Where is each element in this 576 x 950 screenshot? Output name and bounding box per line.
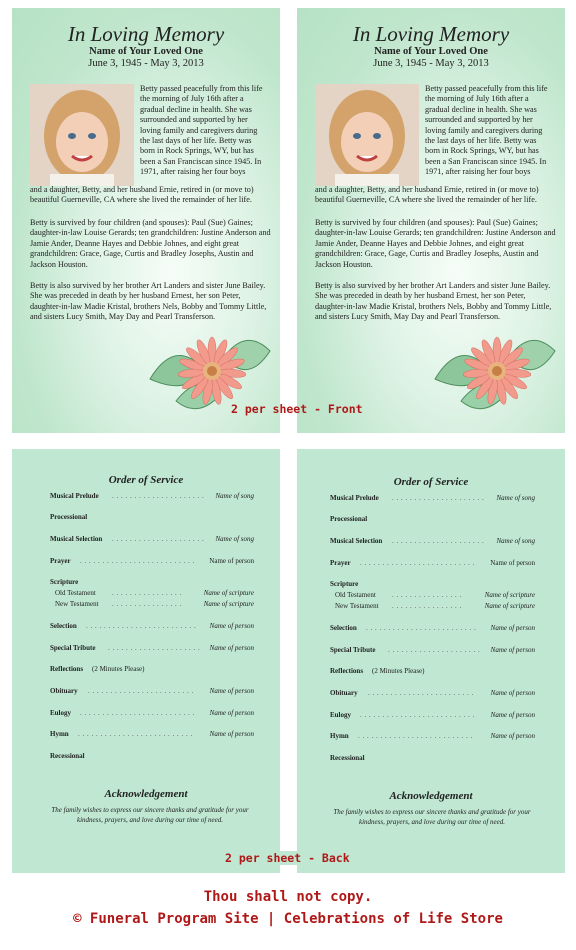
service-row: [50, 600, 254, 612]
service-row: [330, 689, 535, 701]
service-label: Musical Selection: [50, 535, 103, 543]
service-value: Name of person: [490, 732, 535, 740]
service-label: Processional: [330, 515, 368, 523]
service-row: [50, 492, 254, 504]
dot-leader: . . . . . . . . . . . . . . . . . . . . . . . .: [88, 687, 194, 695]
service-label: Eulogy: [50, 709, 72, 717]
service-row: [50, 644, 254, 656]
service-value: Name of person: [209, 622, 254, 630]
service-label: Musical Prelude: [330, 494, 379, 502]
child-photo: [315, 84, 419, 186]
service-label: Scripture: [330, 580, 359, 588]
dot-leader: . . . . . . . . . . . . . . . . . . . . . . . . . .: [360, 559, 475, 567]
dot-leader: . . . . . . . . . . . . . . . .: [392, 591, 462, 599]
service-row: [50, 752, 254, 764]
acknowledgement-title: Acknowledgement: [389, 790, 473, 802]
panel-title: In Loving Memory: [352, 22, 510, 46]
service-label: Obituary: [330, 689, 358, 697]
service-row: [330, 754, 535, 766]
acknowledgement-text: The family wishes to express our sincere thanks and gratitude for your kindness, prayers, and love during our time of need.: [51, 806, 249, 824]
service-row: [330, 559, 535, 571]
service-note: (2 Minutes Please): [92, 665, 145, 673]
service-value: Name of song: [215, 492, 254, 500]
service-label: Prayer: [50, 557, 71, 565]
service-label: Recessional: [50, 752, 85, 760]
dot-leader: . . . . . . . . . . . . . . . . . . . . . . . . .: [366, 624, 477, 632]
dot-leader: . . . . . . . . . . . . . . . . . . . . . . . . . .: [358, 732, 473, 740]
survived-paragraph: Betty is survived by four children (and spouses): Paul (Sue) Gaines; daughter-in-law Louise Gerards; ten grandchildren: Justine Anderson and Jamie Ander, Deanne Hayes and Debbie Johnes, and eight great grandchildren: Grace, Gage, Curtis and Bradley Josephs, Austin and Jackson Houston.: [30, 218, 271, 269]
life-dates: June 3, 1945 - May 3, 2013: [88, 58, 204, 69]
dot-leader: . . . . . . . . . . . . . . . . . . . . .: [112, 535, 205, 543]
service-value: Name of person: [490, 689, 535, 697]
bio-continued: and a daughter, Betty, and her husband Ernie, retired in (or move to) beautiful Guerneville, CA where she lived the remainder of her life.: [30, 185, 254, 205]
copyright-notice-line2: © Funeral Program Site | Celebrations of Life Store: [73, 911, 503, 927]
dot-leader: . . . . . . . . . . . . . . . . . . . . . . . . . .: [78, 730, 193, 738]
service-value: Name of person: [490, 711, 535, 719]
service-label: Old Testament: [55, 589, 96, 597]
service-label: Musical Prelude: [50, 492, 99, 500]
service-label: Reflections: [330, 667, 364, 675]
service-row: [50, 709, 254, 721]
service-value: Name of person: [209, 687, 254, 695]
front-panel-right: [297, 8, 565, 433]
bio-intro: Betty passed peacefully from this life the morning of July 16th after a gradual decline in health. She was surrounded and supported by her loving family and caregivers during the last days of her life. Betty was born in Rock Springs, WY, but has been a San Franciscan since 1945. In 1971, after raising her four boys: [140, 84, 263, 177]
service-value: Name of person: [209, 709, 254, 717]
dot-leader: . . . . . . . . . . . . . . . . . . . . .: [392, 494, 485, 502]
back-sheet-label: 2 per sheet - Back: [222, 851, 353, 865]
service-row: [330, 515, 535, 527]
loved-one-name: Name of Your Loved One: [89, 46, 203, 57]
service-row: [330, 624, 535, 636]
service-row: [330, 537, 535, 549]
service-row: [50, 557, 254, 569]
acknowledgement-text: The family wishes to express our sincere thanks and gratitude for your kindness, prayers, and love during our time of need.: [333, 808, 531, 826]
service-label: Old Testament: [335, 591, 376, 599]
dot-leader: . . . . . . . . . . . . . . . . . . . . . . . .: [368, 689, 474, 697]
dot-leader: . . . . . . . . . . . . . . . . . . . . . . . . . .: [80, 557, 195, 565]
back-panel-right: [297, 449, 565, 873]
service-note: (2 Minutes Please): [372, 667, 425, 675]
service-label: New Testament: [335, 602, 379, 610]
panel-title: In Loving Memory: [67, 22, 225, 46]
front-sheet-label: 2 per sheet - Front: [231, 402, 363, 416]
dot-leader: . . . . . . . . . . . . . . . . . . . . .: [112, 492, 205, 500]
dot-leader: . . . . . . . . . . . . . . . . . . . . . . . . . .: [80, 709, 195, 717]
service-value: Name of person: [490, 646, 535, 654]
service-label: Prayer: [330, 559, 351, 567]
service-label: Recessional: [330, 754, 365, 762]
service-label: Processional: [50, 513, 88, 521]
dot-leader: . . . . . . . . . . . . . . . . . . . . .: [388, 646, 481, 654]
child-photo: [30, 84, 134, 186]
dot-leader: . . . . . . . . . . . . . . . . . . . . .: [108, 644, 201, 652]
front-panel-left: [12, 8, 280, 433]
loved-one-name: Name of Your Loved One: [374, 46, 488, 57]
service-value: Name of song: [496, 537, 535, 545]
service-row: [330, 494, 535, 506]
dot-leader: . . . . . . . . . . . . . . . .: [112, 600, 182, 608]
service-label: Eulogy: [330, 711, 352, 719]
service-row: [330, 667, 535, 679]
dot-leader: . . . . . . . . . . . . . . . . . . . . . . . . . .: [360, 711, 475, 719]
service-label: Hymn: [50, 730, 69, 738]
service-row: [50, 730, 254, 742]
service-label: New Testament: [55, 600, 99, 608]
back-panel-left: [12, 449, 280, 873]
bio-continued: and a daughter, Betty, and her husband Ernie, retired in (or move to) beautiful Guerneville, CA where she lived the remainder of her life.: [315, 185, 539, 205]
service-value: Name of song: [496, 494, 535, 502]
service-label: Hymn: [330, 732, 349, 740]
service-label: Scripture: [50, 578, 79, 586]
service-value: Name of scripture: [484, 591, 535, 599]
also-survived-paragraph: Betty is also survived by her brother Art Landers and sister June Bailey. She was preceded in death by her husband Ernest, her son Peter, daughter-in-law Madie Kristal, brothers Nels, Bobby and Tommy Little, and sisters Lucy Smith, May Day and Pearl Transferson.: [315, 281, 552, 322]
service-label: Special Tribute: [50, 644, 96, 652]
service-label: Special Tribute: [330, 646, 376, 654]
service-value: Name of person: [209, 557, 254, 565]
service-label: Musical Selection: [330, 537, 383, 545]
service-row: [330, 646, 535, 658]
service-value: Name of scripture: [203, 589, 254, 597]
life-dates: June 3, 1945 - May 3, 2013: [373, 58, 489, 69]
service-row: [330, 732, 535, 744]
copyright-notice-line1: Thou shall not copy.: [203, 889, 373, 905]
service-value: Name of scripture: [203, 600, 254, 608]
service-value: Name of person: [209, 730, 254, 738]
service-label: Reflections: [50, 665, 84, 673]
service-value: Name of scripture: [484, 602, 535, 610]
service-row: [50, 535, 254, 547]
service-value: Name of person: [490, 624, 535, 632]
service-value: Name of song: [215, 535, 254, 543]
service-row: [50, 665, 254, 677]
service-row: [330, 711, 535, 723]
service-value: Name of person: [209, 644, 254, 652]
flower-icon: [146, 331, 274, 413]
dot-leader: . . . . . . . . . . . . . . . .: [392, 602, 462, 610]
service-value: Name of person: [490, 559, 535, 567]
service-row: [330, 602, 535, 614]
service-row: [50, 687, 254, 699]
dot-leader: . . . . . . . . . . . . . . . . . . . . . . . . .: [86, 622, 197, 630]
acknowledgement-title: Acknowledgement: [104, 788, 188, 800]
also-survived-paragraph: Betty is also survived by her brother Art Landers and sister June Bailey. She was preceded in death by her husband Ernest, her son Peter, daughter-in-law Madie Kristal, brothers Nels, Bobby and Tommy Little, and sisters Lucy Smith, May Day and Pearl Transferson.: [30, 281, 267, 322]
dot-leader: . . . . . . . . . . . . . . . . . . . . .: [392, 537, 485, 545]
bio-intro: Betty passed peacefully from this life the morning of July 16th after a gradual decline in health. She was surrounded and supported by her loving family and caregivers during the last days of her life. Betty was born in Rock Springs, WY, but has been a San Franciscan since 1945. In 1971, after raising her four boys: [425, 84, 548, 177]
service-label: Obituary: [50, 687, 78, 695]
flower-icon: [431, 331, 559, 413]
service-row: [50, 622, 254, 634]
order-of-service-title: Order of Service: [108, 474, 184, 486]
dot-leader: . . . . . . . . . . . . . . . .: [112, 589, 182, 597]
service-label: Selection: [50, 622, 77, 630]
service-row: [50, 513, 254, 525]
service-label: Selection: [330, 624, 357, 632]
survived-paragraph: Betty is survived by four children (and spouses): Paul (Sue) Gaines; daughter-in-law Louise Gerards; ten grandchildren: Justine Anderson and Jamie Ander, Deanne Hayes and Debbie Johnes, and eight great grandchildren: Grace, Gage, Curtis and Bradley Josephs, Austin and Jackson Houston.: [315, 218, 556, 269]
order-of-service-title: Order of Service: [393, 476, 469, 488]
